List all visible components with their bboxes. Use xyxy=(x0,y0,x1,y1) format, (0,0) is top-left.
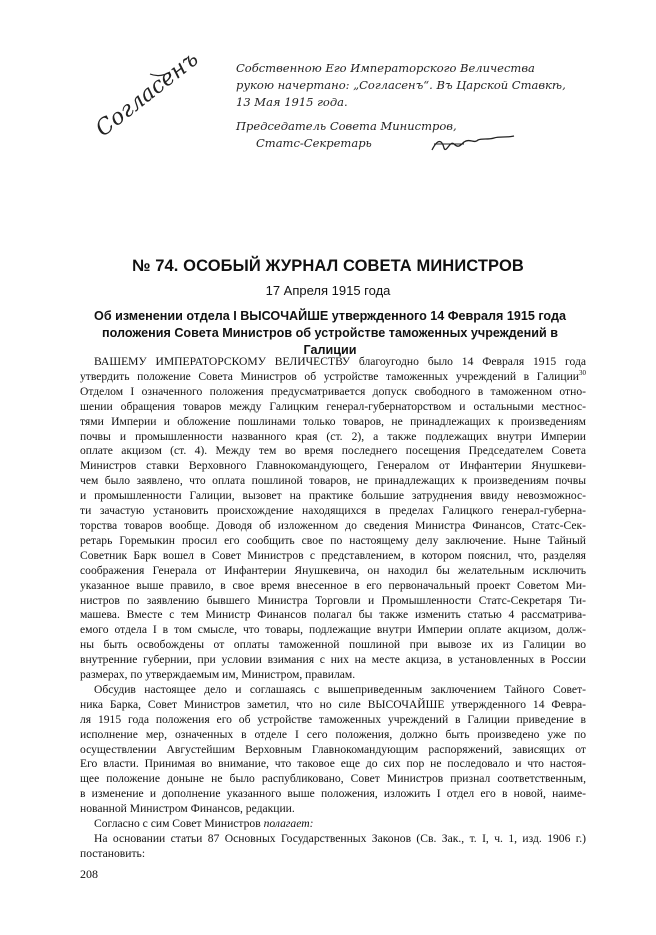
body-line: Его власти. Принимая во внимание, что таковое еще до сих пор не последовало и что настоя- xyxy=(80,757,586,771)
body-line: соображения Генерала от Инфантерии Янушкевича, он находил бы желательным исключить xyxy=(80,563,586,577)
body-line: ВАШЕМУ ИМПЕРАТОРСКОМУ ВЕЛИЧЕСТВУ благоугодно было 14 Февраля 1915 года xyxy=(94,355,586,368)
document-title: № 74. ОСОБЫЙ ЖУРНАЛ СОВЕТА МИНИСТРОВ xyxy=(132,257,524,275)
page-number: 208 xyxy=(80,867,98,881)
approval-line-1: Собственною Его Императорского Величества xyxy=(236,61,535,75)
body-line: тями Империи и обложение пошлинами только товаров, не принадлежащих к произведениям xyxy=(80,414,586,428)
body-line: утвердить положение Совета Министров об устройстве таможенных учреждений в Галиции$^{30}$ xyxy=(80,369,586,383)
body-line: Отделом I означенного положения предусматривается допуск свободного в таможенном отно- xyxy=(80,384,586,398)
subtitle-line-1: Об изменении отдела I ВЫСОЧАЙШЕ утвержденного 14 Февраля 1915 года xyxy=(94,309,566,323)
paragraph-2 xyxy=(80,683,586,817)
body-line: ны быть освобождены от оплаты таможенной пошлиной при вывозе их из Галиции во xyxy=(80,638,586,652)
signature-line-1: Председатель Совета Министров, xyxy=(236,119,457,133)
document-body xyxy=(80,355,586,862)
footnote-ref: 30 xyxy=(579,369,586,378)
svg-text:Согласенъ: Согласенъ xyxy=(91,46,204,142)
handwritten-margin-note xyxy=(80,46,204,142)
body-line: исполнение мер, означенных в отделе I сего положения, должно быть произведено уже по xyxy=(80,727,586,741)
body-line: торства товаров вообще. Доводя об изложенном до сведения Министра Финансов, Статс-Сек- xyxy=(80,518,586,532)
approval-line-3: 13 Мая 1915 года. xyxy=(236,95,348,109)
body-line: почвы и промышленности названного края (ст. 2), а также подлежащих внутри Империи xyxy=(80,429,586,443)
body-line: внутренние губернии, при условии взимания с них на месте акциза, в установленных в России xyxy=(80,653,586,667)
italic-word: полагает: xyxy=(263,817,314,831)
paragraph-1 xyxy=(80,355,586,683)
body-line: машева. Вместе с тем Министр Финансов полагал бы также изменить статью 4 рассматрива- xyxy=(80,608,586,622)
body-line: нистров по заявлению бывшего Министра Торговли и Промышленности Статс-Секретаря Ти- xyxy=(80,593,586,607)
body-line: в изменение и дополнение указанного выше положения, изложить I отдел его в новой, наиме- xyxy=(80,787,586,801)
body-line: ля 1915 года положения его об устройстве таможенных учреждений в Галиции приведение в xyxy=(80,712,586,726)
body-line: ти зачастую установить происхождение находящихся в пределах Галицкого генерал-губерна- xyxy=(80,504,586,518)
body-line: Обсудив настоящее дело и соглашаясь с вышеприведенным заключением Тайного Совет- xyxy=(94,682,586,696)
body-line: На основании статьи 87 Основных Государственных Законов (Св. Зак., т. I, ч. 1, изд. 1906 г.) xyxy=(94,832,586,845)
margin-note-scribble xyxy=(80,46,204,142)
body-line: ника Барка, Совет Министров заметил, что но силе ВЫСОЧАЙШЕ утвержденного 14 Февра- xyxy=(80,697,586,711)
handwritten-approval xyxy=(236,60,626,111)
body-line: емого отдела I в том смысле, что товары, подлежащие внутри Империи оплате акцизом, долж- xyxy=(80,623,586,637)
body-line: Советник Барк вошел в Совет Министров с представлением, в котором пояснил, что, разделяя xyxy=(80,548,586,562)
body-line: и промышленности Галиции, вызовет на практике большие затруднения ввиду невозможнос- xyxy=(80,489,586,503)
document-subtitle xyxy=(90,308,570,359)
document-date: 17 Апреля 1915 года xyxy=(265,283,391,298)
approval-line-2: рукою начертано: „Согласенъ“. Въ Царской Ставкѣ, xyxy=(236,78,566,92)
body-line: размерах, по утверждаемым им, Министром, правилам. xyxy=(80,668,356,682)
body-line: нованной Министром Финансов, редакции. xyxy=(80,802,295,816)
signature-scribble xyxy=(430,136,520,156)
signature-line-2: Статс-Секретарь xyxy=(256,136,372,150)
body-line: осуществлении Августейшим Верховным Главнокомандующим распоряжений, зависящих от xyxy=(80,742,586,756)
body-line: ретарь Горемыкин просил его сообщить свое по настоящему делу заключение. Ныне Тайный xyxy=(80,533,586,547)
body-line: указанное выше правило, в свое время внесенное в его первоначальный проект Советом Ми- xyxy=(80,578,586,592)
body-line: чем было заявлено, что оплата пошлиной товаров, не принадлежащих к произведениям почвы xyxy=(80,474,586,488)
body-line: Министров ставки Верховного Главнокомандующего, Генералом от Инфантерии Янушкеви- xyxy=(80,459,586,473)
paragraph-4 xyxy=(80,832,586,862)
subtitle-line-2: положения Совета Министров об устройстве таможенных учреждений в Галиции xyxy=(102,326,558,357)
body-line: шении обращения товаров между Галицким генерал-губернаторством и остальными местнос- xyxy=(80,399,586,413)
body-line: Согласно с сим Совет Министров полагает: xyxy=(94,817,314,831)
body-line: постановить: xyxy=(80,846,146,860)
paragraph-3 xyxy=(80,817,586,832)
body-line: оплате акцизом (ст. 4). Между тем во время последнего посещения Председателем Совета xyxy=(80,444,586,458)
body-line: щее положение доныне не было распубликовано, Совет Министров признал соответственным, xyxy=(80,772,586,786)
